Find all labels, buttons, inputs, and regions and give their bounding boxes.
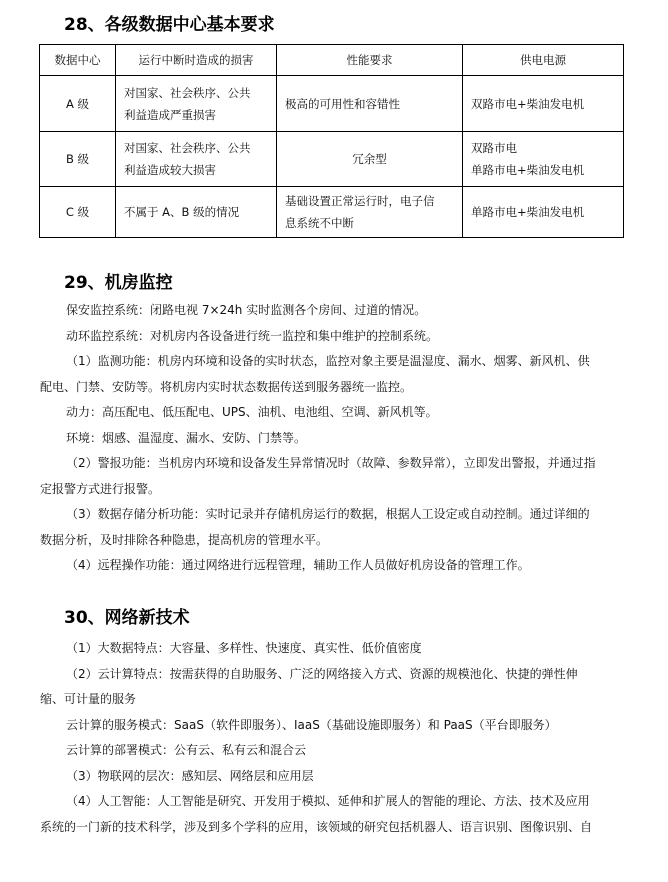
paragraph-line: 配电、门禁、安防等。将机房内实时状态数据传送到服务器统一监控。	[40, 379, 413, 394]
paragraph-line: （4）远程操作功能：通过网络进行远程管理，辅助工作人员做好机房设备的管理工作。	[66, 558, 530, 572]
damage-cell: 对国家、社会秩序、公共 利益造成较大损害	[116, 132, 277, 187]
table-row	[40, 187, 624, 238]
paragraph-line: （2）警报功能：当机房内环境和设备发生异常情况时（故障、参数异常），立即发出警报，并通过指	[66, 456, 596, 470]
paragraph-line: 环境：烟感、温湿度、漏水、安防、门禁等。	[66, 430, 307, 445]
paragraph-line: 数据分析，及时排除各种隐患，提高机房的管理水平。	[40, 532, 329, 547]
paragraph-line: （3）数据存储分析功能：实时记录并存储机房运行的数据，根据人工设定或自动控制。通过详细的	[66, 507, 590, 521]
paragraph-line: （4）人工智能：人工智能是研究、开发用于模拟、延伸和扩展人的智能的理论、方法、技术及应用	[66, 794, 590, 808]
section-30-body	[40, 636, 626, 840]
level-cell: C 级	[40, 187, 116, 238]
header-performance: 性能要求	[277, 45, 463, 76]
paragraph-line: （3）物联网的层次：感知层、网络层和应用层	[66, 768, 314, 783]
paragraph-line: 动力：高压配电、低压配电、UPS、油机、电池组、空调、新风机等。	[66, 405, 438, 419]
header-power: 供电电源	[463, 45, 624, 76]
damage-cell: 对国家、社会秩序、公共 利益造成严重损害	[116, 76, 277, 132]
paragraph-line: 动环监控系统：对机房内各设备进行统一监控和集中维护的控制系统。	[66, 328, 439, 343]
power-cell: 单路市电+柴油发电机	[463, 187, 624, 238]
paragraph-line: 系统的一门新的技术科学，涉及到多个学科的应用，该领域的研究包括机器人、语言识别、图像识别、自	[40, 819, 593, 834]
performance-cell: 基础设置正常运行时，电子信 息系统不中断	[277, 187, 463, 238]
performance-cell: 冗余型	[277, 132, 463, 187]
paragraph-line: （1）大数据特点：大容量、多样性、快速度、真实性、低价值密度	[66, 641, 422, 655]
table-header-row	[40, 45, 624, 76]
level-cell: B 级	[40, 132, 116, 187]
paragraph-line: （2）云计算特点：按需获得的自助服务、广泛的网络接入方式、资源的规模池化、快捷的弹性伸	[66, 666, 578, 681]
paragraph-line: 定报警方式进行报警。	[40, 481, 161, 496]
datacenter-requirements-table	[39, 44, 624, 238]
table-row	[40, 132, 624, 187]
damage-cell: 不属于 A、B 级的情况	[116, 187, 277, 238]
performance-cell: 极高的可用性和容错性	[277, 76, 463, 132]
paragraph-line: 保安监控系统：闭路电视 7×24h 实时监测各个房间、过道的情况。	[66, 303, 427, 317]
level-cell: A 级	[40, 76, 116, 132]
header-damage: 运行中断时造成的损害	[116, 45, 277, 76]
section-30-title: 30、网络新技术	[64, 608, 190, 628]
power-cell: 双路市电 单路市电+柴油发电机	[463, 132, 624, 187]
section-29-title: 29、机房监控	[64, 273, 173, 293]
section-29-body	[40, 298, 626, 579]
paragraph-line: 缩、可计量的服务	[40, 692, 137, 706]
paragraph-line: 云计算的服务模式：SaaS（软件即服务）、IaaS（基础设施即服务）和 PaaS（平台即服务）	[66, 717, 557, 732]
section-28-title: 28、各级数据中心基本要求	[64, 15, 275, 35]
paragraph-line: （1）监测功能：机房内环境和设备的实时状态，监控对象主要是温湿度、漏水、烟雾、新风机、供	[66, 354, 590, 368]
paragraph-line: 云计算的部署模式：公有云、私有云和混合云	[66, 743, 307, 757]
header-datacenter: 数据中心	[40, 45, 116, 76]
table-row	[40, 76, 624, 132]
power-cell: 双路市电+柴油发电机	[463, 76, 624, 132]
